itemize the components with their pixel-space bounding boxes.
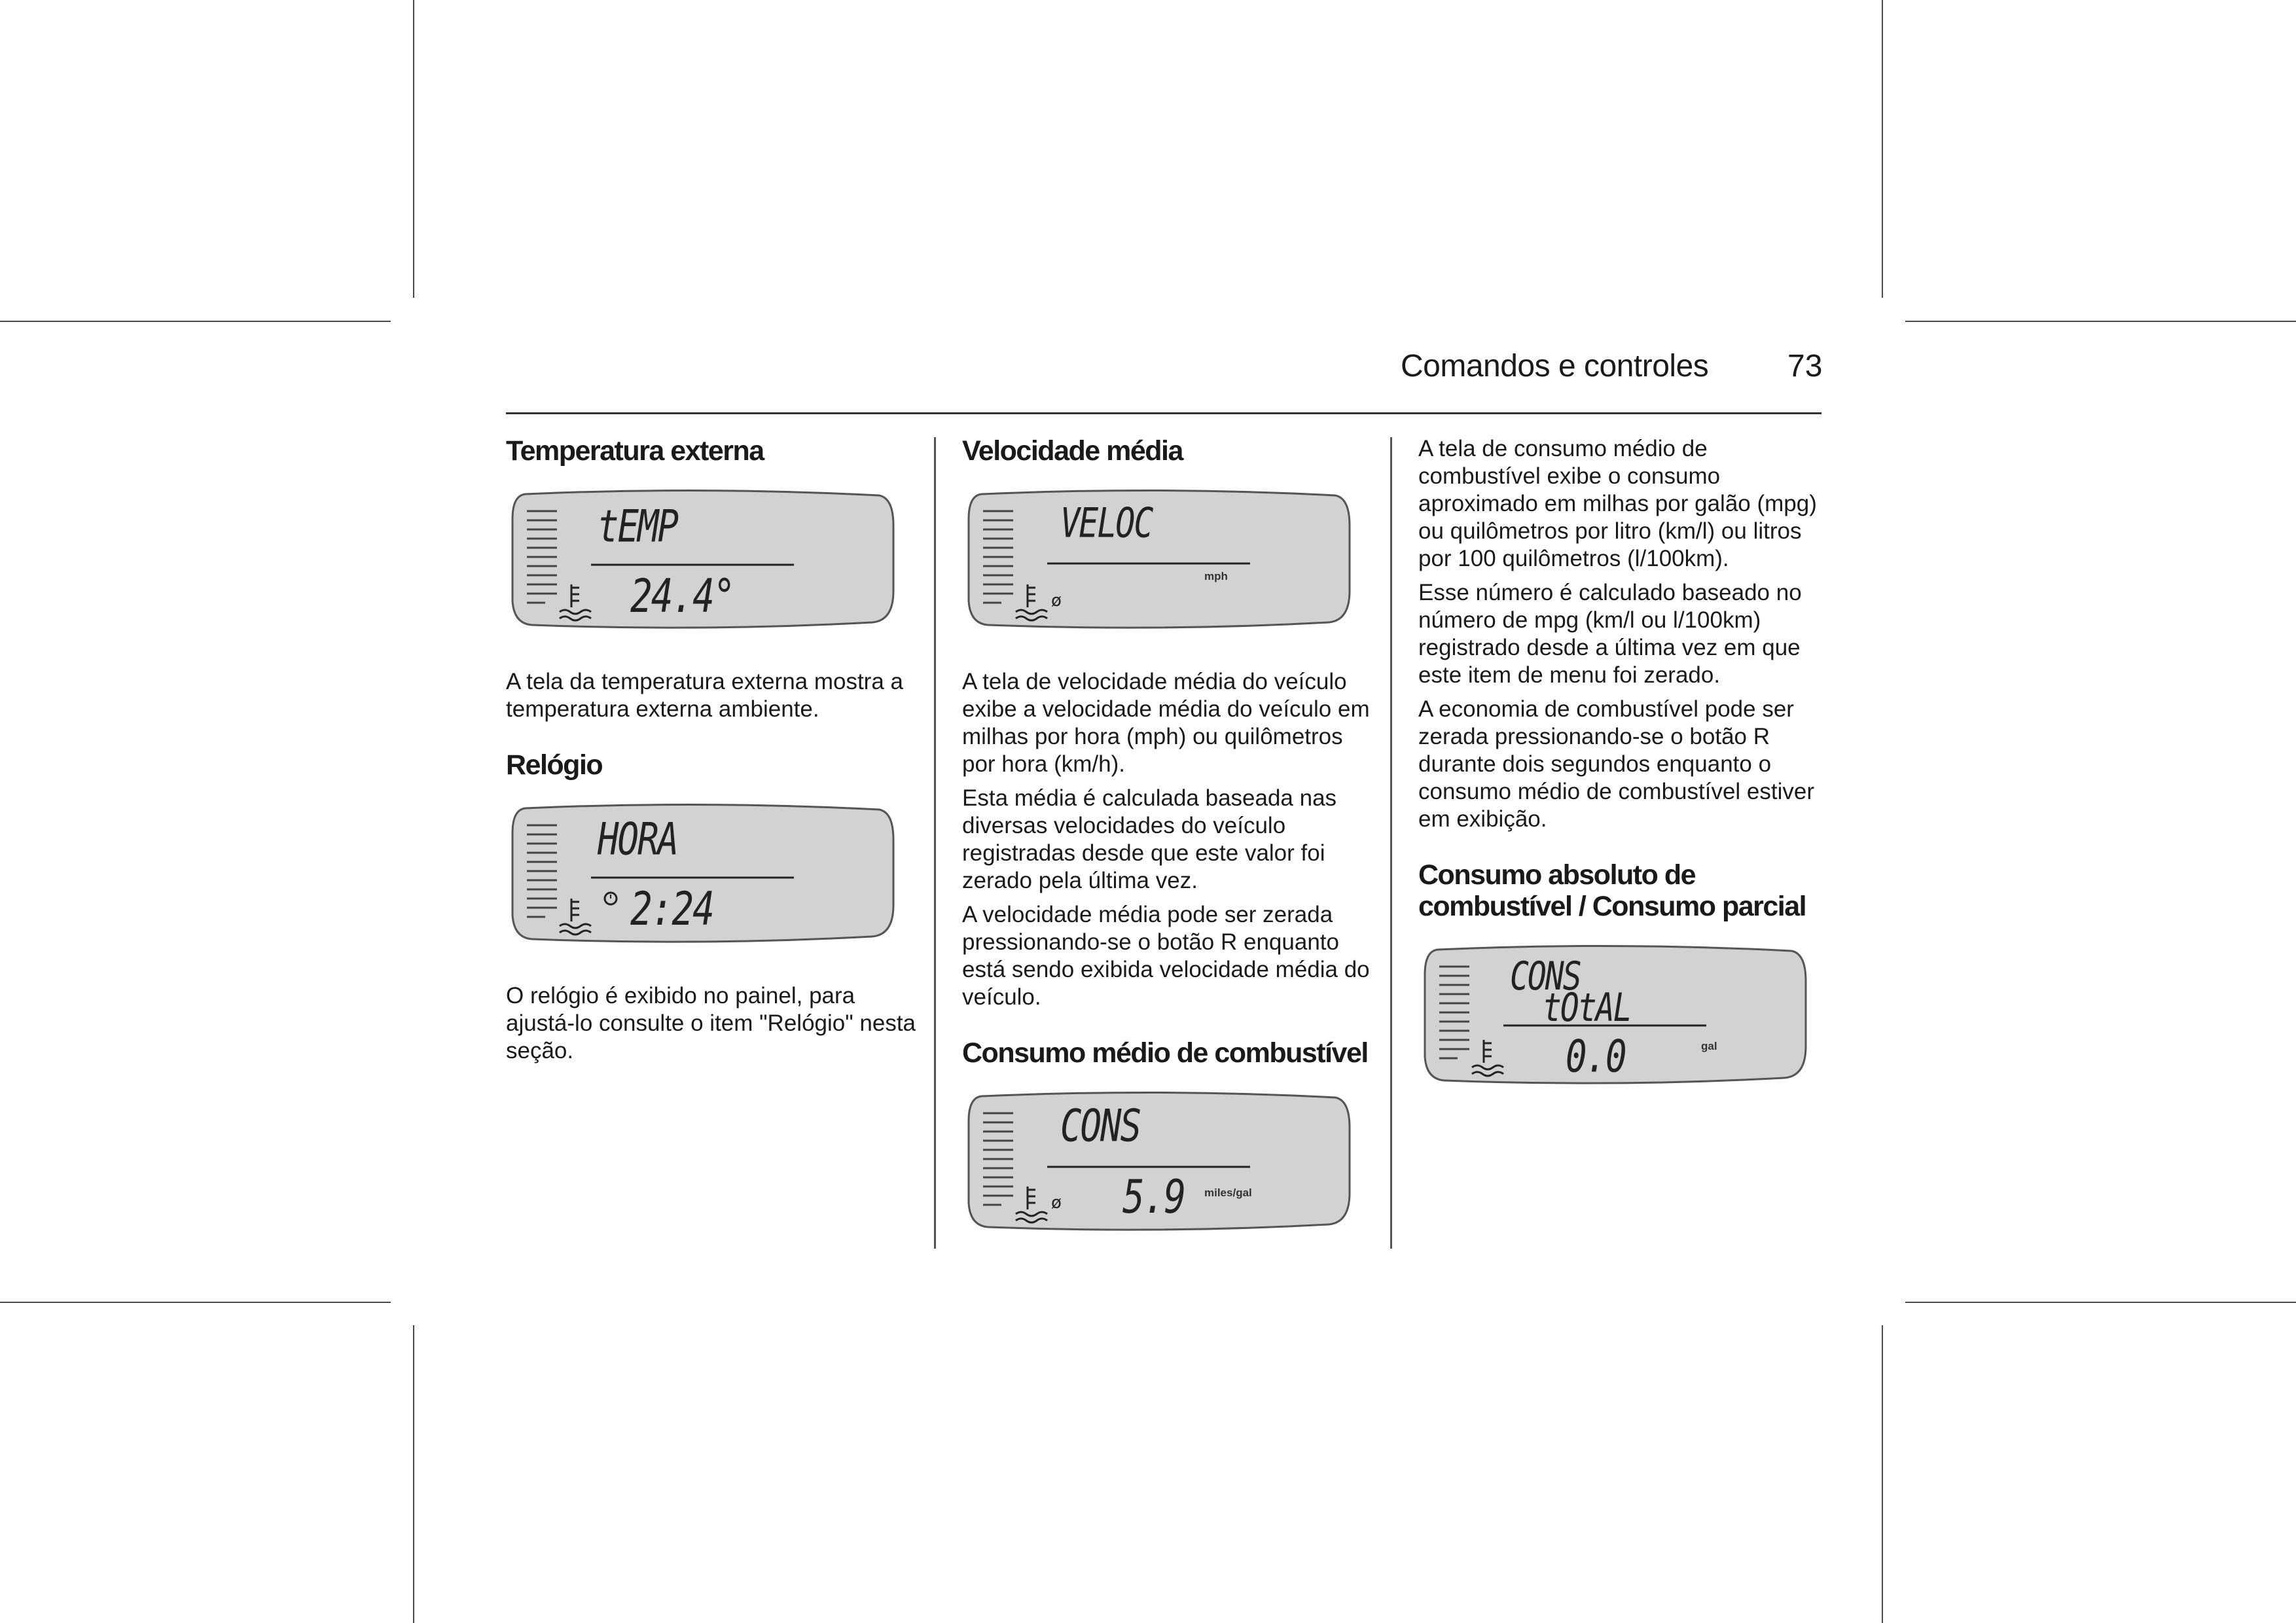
fuel-body-2: Esse número é calculado baseado no número de mpg (km/l ou l/100km) registrado desde a última vez em que este item de menu foi zerado. [1418, 580, 1802, 688]
column-3 [1418, 435, 1831, 1124]
header-divider [506, 412, 1821, 414]
crop-mark-top-right [1882, 0, 1883, 298]
lcd-mode-label: HORA [598, 813, 678, 865]
lcd-mode-label: CONS [1510, 954, 1581, 999]
column-divider-2 [1390, 437, 1392, 1249]
fuel-total-lcd-display [1418, 942, 1811, 1092]
crop-mark-right-upper [1905, 321, 2296, 322]
lcd-value: 0.0 [1566, 1031, 1626, 1082]
fuel-avg-heading: Consumo médio de combustível [962, 1037, 1368, 1069]
lcd-value: 2:24 [630, 883, 713, 936]
clock-heading: Relógio [506, 749, 603, 781]
crop-mark-top-left [413, 0, 414, 298]
lcd-unit: gal [1701, 1040, 1717, 1052]
lcd-unit: miles/gal [1204, 1186, 1252, 1199]
section-title: Comandos e controles [1401, 349, 1709, 383]
lcd-frame [962, 486, 1355, 637]
temp-body: A tela da temperatura externa mostra a temperatura externa ambiente. [506, 669, 903, 722]
crop-mark-right-lower [1905, 1302, 2296, 1303]
speed-lcd-display [962, 486, 1355, 637]
lcd-mode-label: tEMP [598, 501, 678, 552]
fuel-body-3: A economia de combustível pode ser zerada pressionando-se o botão R durante dois segundos enquanto o consumo médio de combustível estiver em exibição. [1418, 696, 1814, 832]
column-2 [962, 435, 1374, 1270]
crop-mark-bottom-right [1882, 1325, 1883, 1623]
lcd-unit: mph [1204, 570, 1228, 582]
lcd-value: 24.4° [630, 570, 734, 624]
speed-body-2: Esta média é calculada baseada nas diversas velocidades do veículo registradas desde que este valor foi zerado pela última vez. [962, 785, 1337, 893]
lcd-mode-sublabel: tOtAL [1543, 985, 1631, 1031]
lcd-mode-label: VELOC [1060, 499, 1153, 547]
crop-mark-left-lower [0, 1302, 391, 1303]
lcd-value: 5.9 [1122, 1171, 1185, 1224]
average-icon: ø [1051, 1193, 1062, 1213]
column-1 [506, 435, 918, 1071]
lcd-mode-label: CONS [1060, 1100, 1141, 1152]
page-number: 73 [1787, 349, 1823, 383]
fuel-avg-lcd-display [962, 1088, 1355, 1239]
temp-lcd-display [506, 486, 899, 637]
column-divider-1 [934, 437, 936, 1249]
average-icon: ø [1051, 591, 1062, 611]
crop-mark-left-upper [0, 321, 391, 322]
speed-heading: Velocidade média [962, 435, 1183, 467]
crop-mark-bottom-left [413, 1325, 414, 1623]
temp-heading: Temperatura externa [506, 435, 764, 467]
clock-lcd-display [506, 800, 899, 951]
speed-body-1: A tela de velocidade média do veículo exibe a velocidade média do veículo em milhas por hora (mph) ou quilômetros por hora (km/h). [962, 669, 1370, 777]
fuel-body-1: A tela de consumo médio de combustível exibe o consumo aproximado em milhas por galão (mpg) ou quilômetros por litro (km/l) ou litros por 100 quilômetros (l/100km). [1418, 436, 1817, 571]
clock-body: O relógio é exibido no painel, para ajustá-lo consulte o item "Relógio" nesta seção. [506, 983, 916, 1063]
speed-body-3: A velocidade média pode ser zerada pressionando-se o botão R enquanto está sendo exibida velocidade média do veículo. [962, 902, 1370, 1010]
fuel-total-heading: Consumo absoluto de combustível / Consumo parcial [1418, 859, 1806, 922]
